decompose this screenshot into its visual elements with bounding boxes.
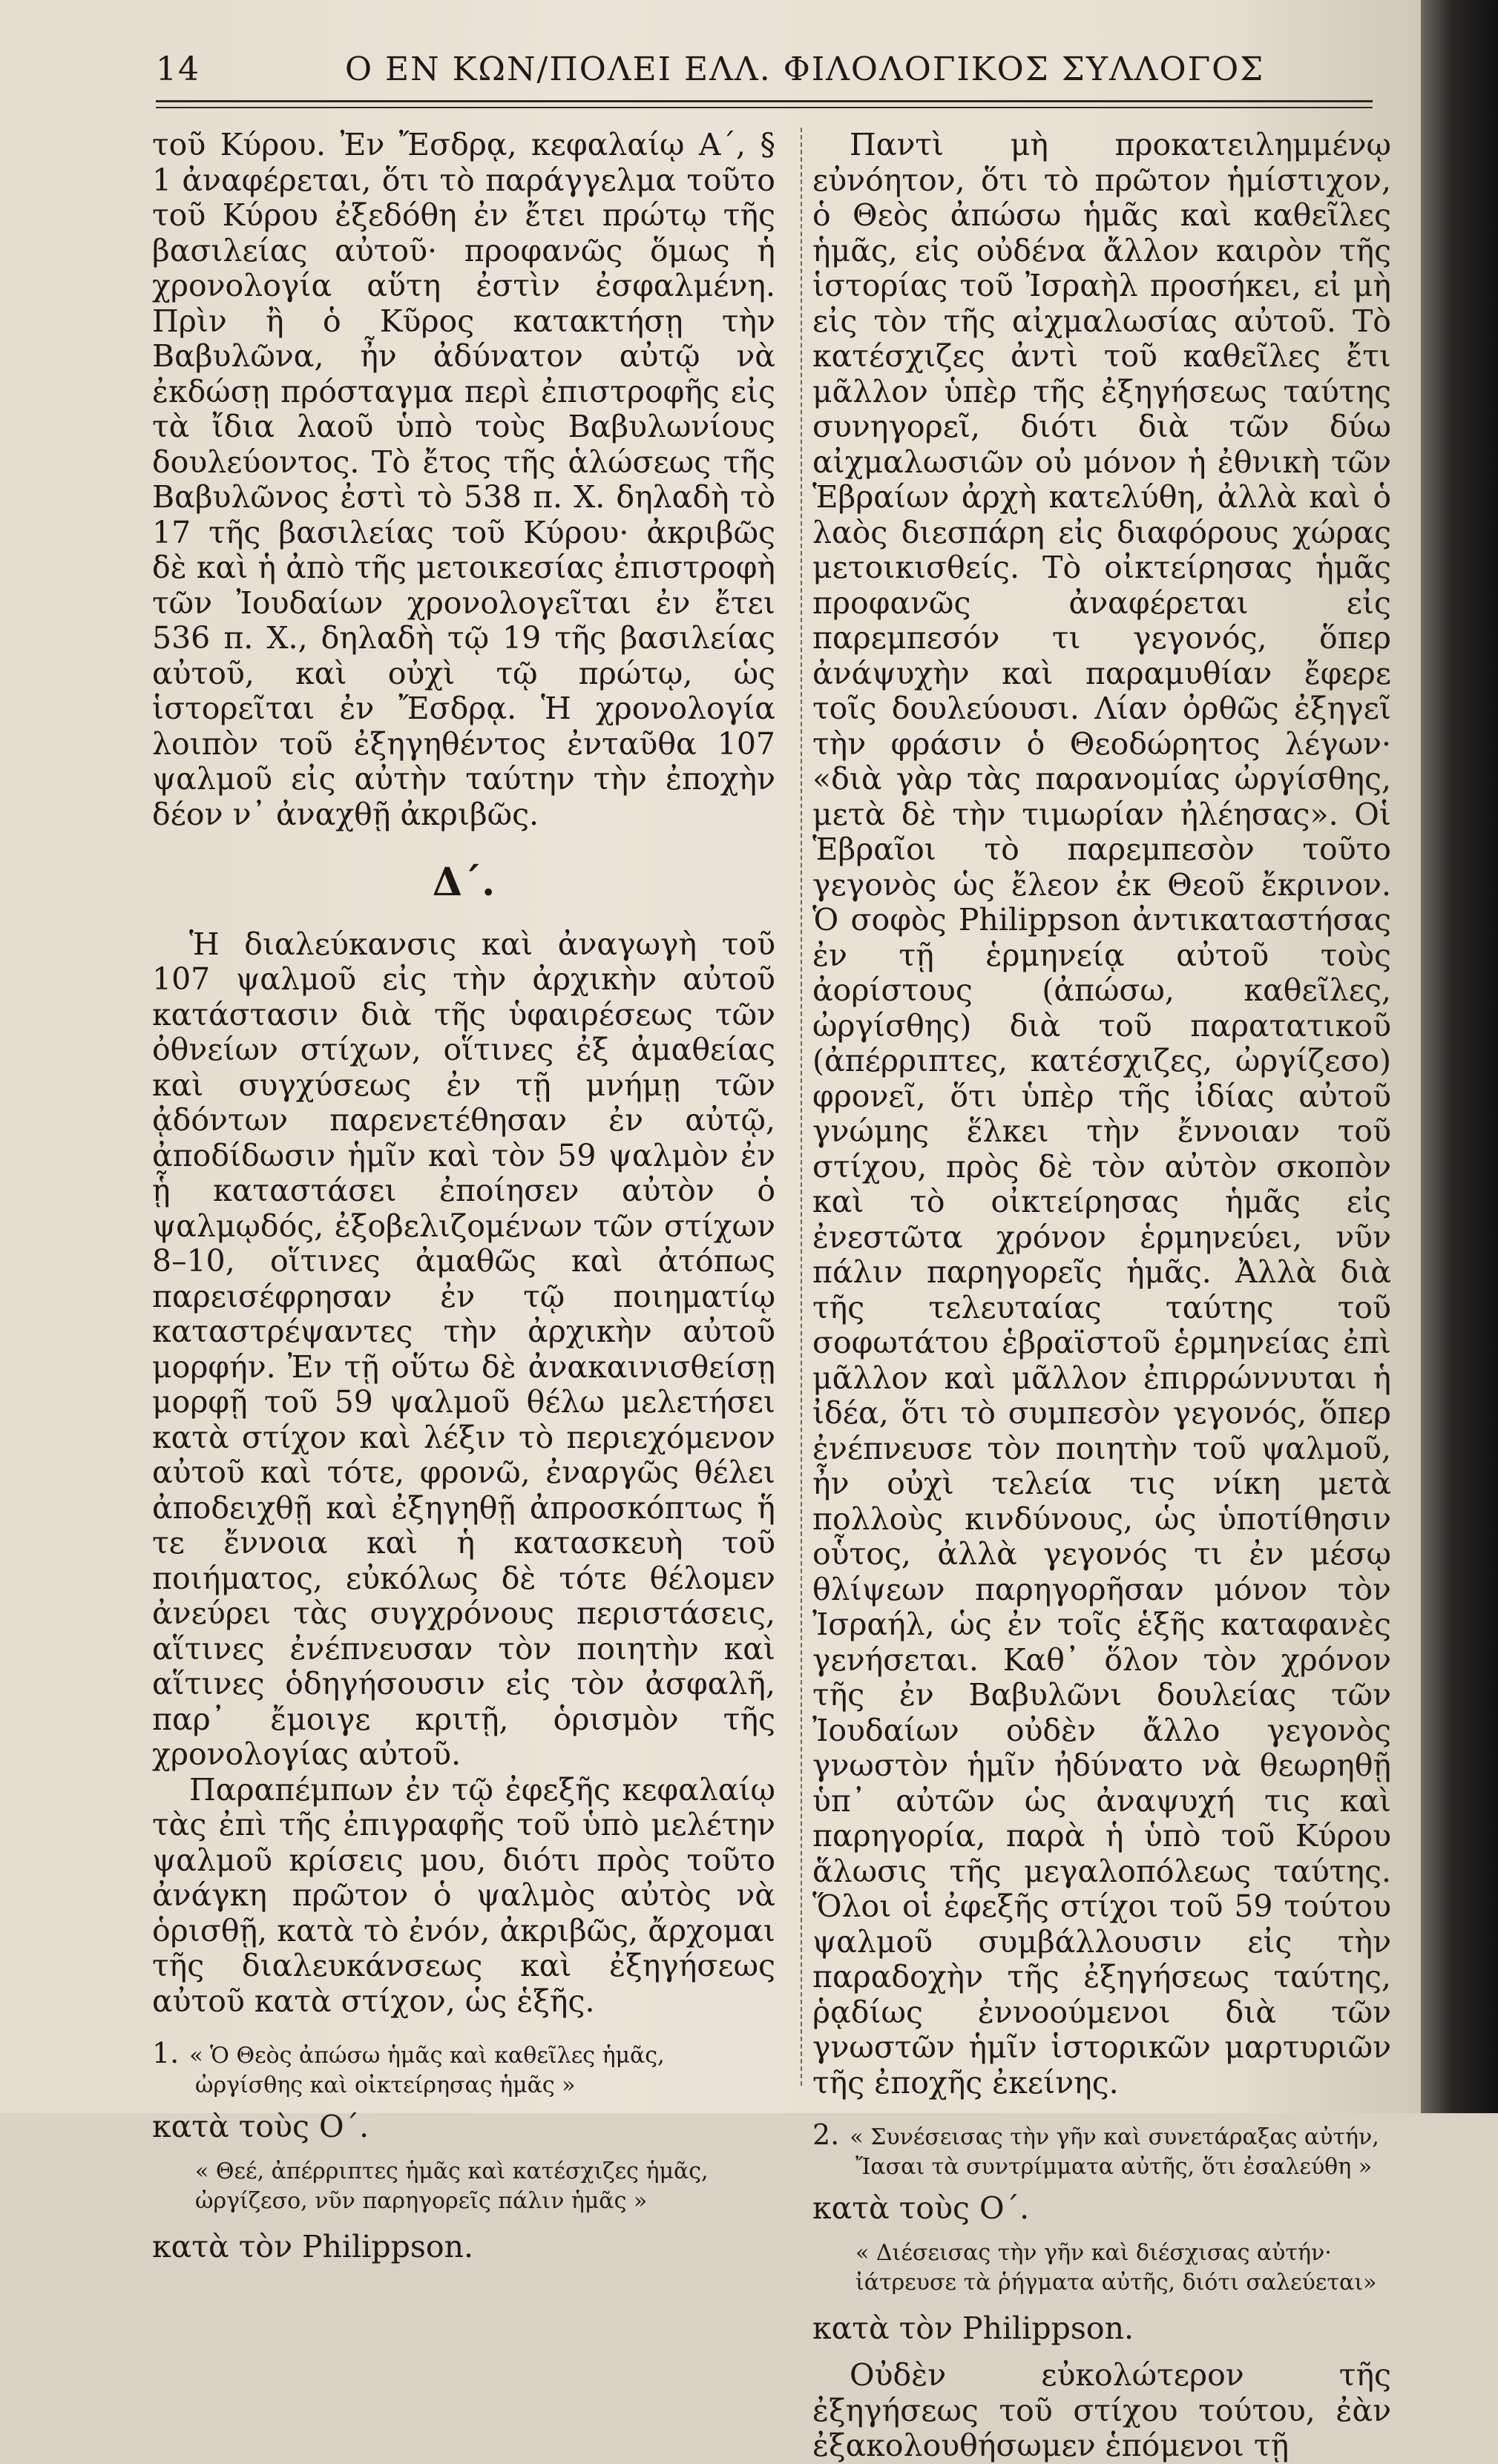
- verse-2-philippson: [812, 2239, 1391, 2298]
- quote-line: ὠργίζεσο, νῦν παρηγορεῖς πάλιν ἡμᾶς »: [195, 2187, 648, 2214]
- attribution-lxx: κατὰ τοὺς Ο΄.: [812, 2190, 1030, 2226]
- page-number: 14: [156, 50, 200, 88]
- left-paragraph-1: τοῦ Κύρου. Ἐν Ἔσδρᾳ, κεφαλαίῳ Α΄, § 1 ἀναφέρεται, ὅτι τὸ παράγγελμα τοῦτο τοῦ Κύρου ἐξεδόθη ἐν ἔτει πρώτῳ τῆς βασιλείας αὐτοῦ· προφανῶς ὅμως ἡ χρονολογία αὕτη ἐστὶν ἐσφαλμένη. Πρὶν ἢ ὁ Κῦρος κατακτήσῃ τὴν Βαβυλῶνα, ἦν ἀδύνατον αὐτῷ νὰ ἐκδώσῃ πρόσταγμα περὶ ἐπιστροφῆς εἰς τὰ ἴδια λαοῦ ὑπὸ τοὺς Βαβυλωνίους δουλεύοντος. Τὸ ἔτος τῆς ἁλώσεως τῆς Βαβυλῶνος ἐστὶ τὸ 538 π. Χ. δηλαδὴ τὸ 17 τῆς βασιλείας τοῦ Κύρου· ἀκριβῶς δὲ καὶ ἡ ἀπὸ τῆς μετοικεσίας ἐπιστροφὴ τῶν Ἰουδαίων χρονολογεῖται ἐν ἔτει 536 π. Χ., δηλαδὴ τῷ 19 τῆς βασιλείας αὐτοῦ, καὶ οὐχὶ τῷ πρώτῳ, ὡς ἱστορεῖται ἐν Ἔσδρᾳ. Ἡ χρονολογία λοιπὸν τοῦ ἐξηγηθέντος ἐνταῦθα 107 ψαλμοῦ εἰς αὐτὴν ταύτην τὴν ἐποχὴν δέον ν᾽ ἀναχθῇ ἀκριβῶς.: [152, 127, 775, 832]
- header-rule-top: [156, 100, 1373, 102]
- column-divider: [801, 128, 802, 2086]
- attribution-philippson: κατὰ τὸν Philippson.: [152, 2228, 474, 2264]
- left-paragraph-2: Ἡ διαλεύκανσις καὶ ἀναγωγὴ τοῦ 107 ψαλμοῦ εἰς τὴν ἀρχικὴν αὐτοῦ κατάστασιν διὰ τῆς ὑφαιρέσεως τῶν ὀθνείων στίχων, οἵτινες ἐξ ἀμαθείας καὶ συγχύσεως ἐν τῇ μνήμῃ τῶν ᾀδόντων παρενετέθησαν ἐν αὐτῷ, ἀποδίδωσιν ἡμῖν καὶ τὸν 59 ψαλμὸν ἐν ᾗ καταστάσει ἐποίησεν αὐτὸν ὁ ψαλμῳδός, ἐξοβελιζομένων τῶν στίχων 8–10, οἵτινες ἀμαθῶς καὶ ἀτόπως παρεισέφρησαν ἐν τῷ ποιηματίῳ καταστρέψαντες τὴν ἀρχικὴν αὐτοῦ μορφήν. Ἐν τῇ οὕτω δὲ ἀνακαινισθείσῃ μορφῇ τοῦ 59 ψαλμοῦ θέλω μελετήσει κατὰ στίχον καὶ λέξιν τὸ περιεχόμενον αὐτοῦ καὶ τότε, φρονῶ, ἐναργῶς θέλει ἀποδειχθῇ καὶ ἐξηγηθῇ ἀπροσκόπτως ἥ τε ἔννοια καὶ ἡ κατασκευὴ τοῦ ποιήματος, εὐκόλως δὲ τότε θέλομεν ἀνεύρει τὰς συγχρόνους περιστάσεις, αἵτινες ἐνέπνευσαν τὸν ποιητὴν καὶ αἵτινες ὁδηγήσουσιν εἰς τὸν ἀσφαλῆ, παρ᾽ ἔμοιγε κριτῇ, ὁρισμὸν τῆς χρονολογίας αὐτοῦ.: [152, 926, 775, 1772]
- running-header: [152, 45, 1376, 96]
- verse-line: « Ὁ Θεὸς ἀπώσω ἡμᾶς καὶ καθεῖλες ἡμᾶς,: [189, 2043, 665, 2069]
- verse-1-philippson: [152, 2157, 775, 2216]
- left-column: [152, 128, 775, 2276]
- quote-line: « Διέσεισας τὴν γῆν καὶ διέσχισας αὐτήν·: [855, 2239, 1332, 2266]
- verse-line: « Συνέσεισας τὴν γῆν καὶ συνετάραξας αὐτήν,: [850, 2124, 1379, 2150]
- verse-1-lxx: [152, 2038, 775, 2101]
- attribution-philippson: κατὰ τὸν Philippson.: [812, 2310, 1134, 2346]
- book-spine-shadow: [1421, 0, 1498, 2113]
- right-paragraph-last: Οὐδὲν εὐκολώτερον τῆς ἐξηγήσεως τοῦ στίχου τούτου, ἐὰν ἐξακολουθήσωμεν ἑπόμενοι τῇ: [812, 2357, 1391, 2463]
- verse-line: Ἴασαι τὰ συντρίμματα αὐτῆς, ὅτι ἐσαλεύθη »: [855, 2154, 1373, 2180]
- section-heading: Δ΄.: [432, 860, 496, 905]
- right-paragraph-1: Παντὶ μὴ προκατειλημμένῳ εὐνόητον, ὅτι τὸ πρῶτον ἡμίστιχον, ὁ Θεὸς ἀπώσω ἡμᾶς καὶ καθεῖλες ἡμᾶς, εἰς οὐδένα ἄλλον καιρὸν τῆς ἱστορίας τοῦ Ἰσραὴλ προσήκει, εἰ μὴ εἰς τὸν τῆς αἰχμαλωσίας αὐτοῦ. Τὸ κατέσχιζες ἀντὶ τοῦ καθεῖλες ἔτι μᾶλλον ὑπὲρ τῆς ἐξηγήσεως ταύτης συνηγορεῖ, διότι διὰ τῶν δύω αἰχμαλωσιῶν οὐ μόνον ἡ ἐθνικὴ τῶν Ἑβραίων ἀρχὴ κατελύθη, ἀλλὰ καὶ ὁ λαὸς διεσπάρη εἰς διαφόρους χώρας μετοικισθείς. Τὸ οἰκτείρησας ἡμᾶς προφανῶς ἀναφέρεται εἰς παρεμπεσόν τι γεγονός, ὅπερ ἀνάψυχὴν καὶ παραμυθίαν ἔφερε τοῖς δουλεύουσι. Λίαν ὀρθῶς ἐξηγεῖ τὴν φράσιν ὁ Θεοδώρητος λέγων· «διὰ γὰρ τὰς παρανομίας ὠργίσθης, μετὰ δὲ τὴν τιμωρίαν ἠλέησας». Οἱ Ἑβραῖοι τὸ παρεμπεσὸν τοῦτο γεγονὸς ὡς ἔλεον ἐκ Θεοῦ ἔκρινον. Ὁ σοφὸς Philippson ἀντικαταστήσας ἐν τῇ ἑρμηνείᾳ αὐτοῦ τοὺς ἀορίστους (ἀπώσω, καθεῖλες, ὠργίσθης) διὰ τοῦ παρατατικοῦ (ἀπέρριπτες, κατέσχιζες, ὠργίζεσο) φρονεῖ, ὅτι ὑπὲρ τῆς ἰδίας αὐτοῦ γνώμης ἕλκει τὴν ἔννοιαν τοῦ στίχου, πρὸς δὲ τὸν αὐτὸν σκοπὸν καὶ τὸ οἰκτείρησας ἡμᾶς εἰς ἐνεστῶτα χρόνον ἑρμηνεύει, νῦν πάλιν παρηγορεῖς ἡμᾶς. Ἀλλὰ διὰ τῆς τελευταίας ταύτης τοῦ σοφωτάτου ἑβραϊστοῦ ἑρμηνείας ἐπὶ μᾶλλον καὶ μᾶλλον ἐπιρρώννυται ἡ ἰδέα, ὅτι τὸ συμπεσὸν γεγονός, ὅπερ ἐνέπνευσε τὸν ποιητὴν τοῦ ψαλμοῦ, ἦν οὐχὶ τελεία τις νίκη μετὰ πολλοὺς κινδύνους, ὡς ὑποτίθησιν οὗτος, ἀλλὰ γεγονός τι ἐν μέσῳ θλίψεων παρηγορῆσαν μόνον τὸν Ἰσραήλ, ὡς ἐν τοῖς ἑξῆς καταφανὲς γενήσεται. Καθ᾽ ὅλον τὸν χρόνον τῆς ἐν Βαβυλῶνι δουλείας τῶν Ἰουδαίων οὐδὲν ἄλλο γεγονὸς γνωστὸν ἡμῖν ἠδύνατο νὰ θεωρηθῇ ὑπ᾽ αὐτῶν ὡς ἀναψυχή τις καὶ παρηγορία, παρὰ ἡ ὑπὸ τοῦ Κύρου ἅλωσις τῆς μεγαλοπόλεως ταύτης. Ὅλοι οἱ ἐφεξῆς στίχοι τοῦ 59 τούτου ψαλμοῦ συμβάλλουσιν εἰς τὴν παραδοχὴν τῆς ἐξηγήσεως ταύτης, ῥᾳδίως ἐννοούμενοι διὰ τῶν γνωστῶν ἡμῖν ἱστορικῶν μαρτυριῶν τῆς ἐποχῆς ἐκείνης.: [812, 127, 1391, 2101]
- right-column: [812, 128, 1391, 2464]
- left-paragraph-3: Παραπέμπων ἐν τῷ ἐφεξῆς κεφαλαίῳ τὰς ἐπὶ τῆς ἐπιγραφῆς τοῦ ὑπὸ μελέτην ψαλμοῦ κρίσεις μου, διότι πρὸς τοῦτο ἀνάγκη πρῶτον ὁ ψαλμὸς αὐτὸς νὰ ὁρισθῇ, κατὰ τὸ ἐνόν, ἀκριβῶς, ἄρχομαι τῆς διαλευκάνσεως καὶ ἐξηγήσεως αὐτοῦ κατὰ στίχον, ὡς ἑξῆς.: [152, 1771, 775, 2019]
- verse-2-lxx: [812, 2120, 1391, 2182]
- header-rule-bottom: [156, 107, 1373, 108]
- quote-line: « Θεέ, ἀπέρριπτες ἡμᾶς καὶ κατέσχιζες ἡμᾶς,: [195, 2158, 709, 2184]
- attribution-lxx: κατὰ τοὺς Ο΄.: [152, 2109, 369, 2144]
- verse-number: 1.: [152, 2037, 180, 2069]
- running-title: Ο ΕΝ ΚΩΝ/ΠΟΛΕΙ ΕΛΛ. ΦΙΛΟΛΟΓΙΚΟΣ ΣΥΛΛΟΓΟΣ: [345, 50, 1265, 88]
- quote-line: ἰάτρευσε τὰ ῥήγματα αὐτῆς, διότι σαλεύεται»: [855, 2269, 1377, 2296]
- verse-number: 2.: [812, 2118, 840, 2151]
- verse-line: ὠργίσθης καὶ οἰκτείρησας ἡμᾶς »: [195, 2072, 576, 2098]
